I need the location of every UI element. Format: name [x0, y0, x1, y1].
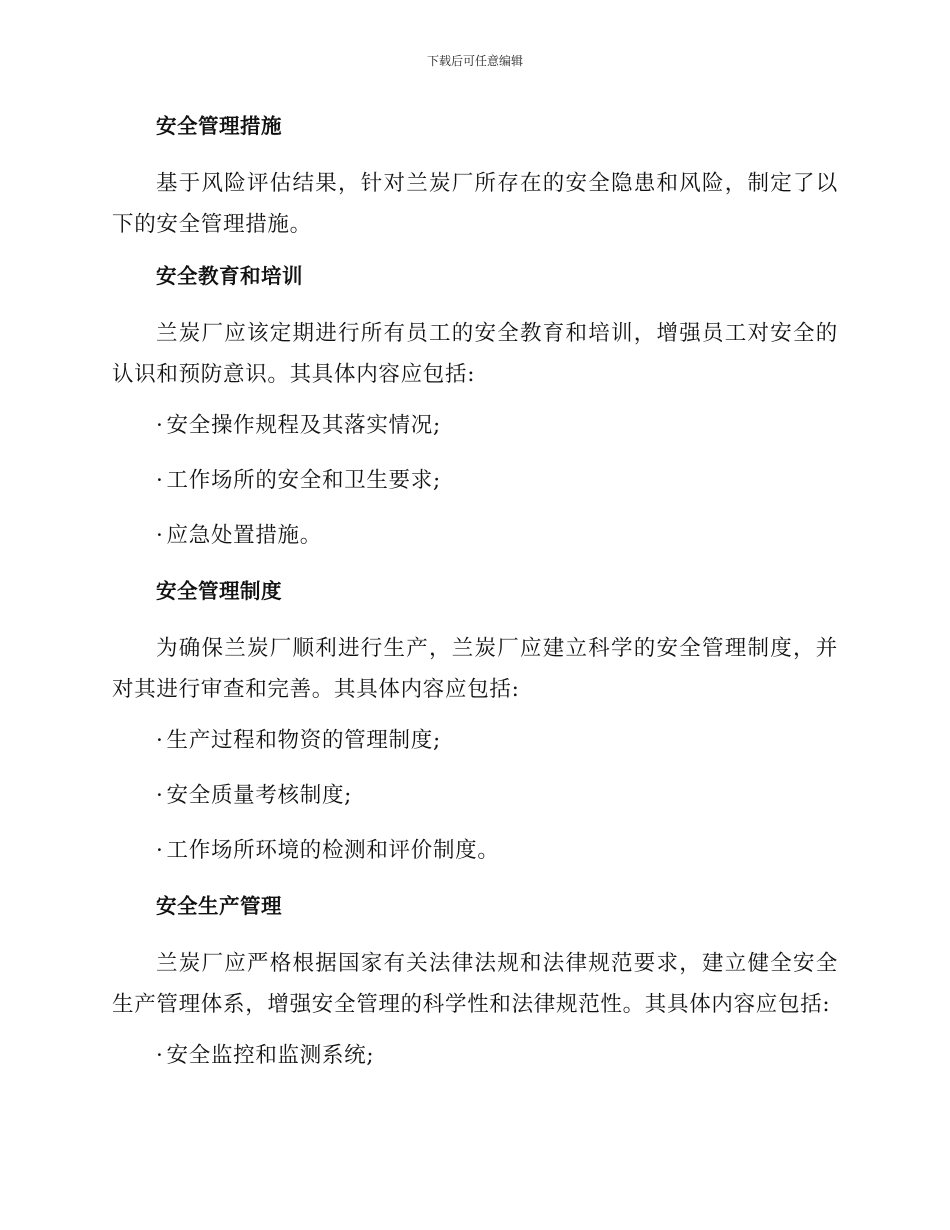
- list-item: [112, 408, 838, 444]
- page-header: 下载后可任意编辑: [426, 54, 523, 68]
- list-item-text: 工作场所环境的检测和评价制度。: [166, 838, 500, 863]
- body-paragraph: 为确保兰炭厂顺利进行生产，兰炭厂应建立科学的安全管理制度，并对其进行审查和完善。其具体内容应包括:: [112, 636, 838, 702]
- bullet-marker: ·: [156, 1043, 164, 1068]
- bullet-marker: ·: [156, 468, 164, 493]
- bullet-marker: ·: [156, 413, 164, 438]
- bullet-marker: ·: [156, 783, 164, 808]
- list-item-text: 安全监控和监测系统;: [166, 1043, 375, 1068]
- list-item: [112, 723, 838, 759]
- list-item: [112, 833, 838, 869]
- bullet-marker: ·: [156, 728, 164, 753]
- list-item-text: 工作场所的安全和卫生要求;: [166, 468, 441, 493]
- list-item-text: 生产过程和物资的管理制度;: [166, 728, 441, 753]
- list-item-text: 安全质量考核制度;: [166, 783, 353, 808]
- body-paragraph: 基于风险评估结果，针对兰炭厂所存在的安全隐患和风险，制定了以下的安全管理措施。: [112, 171, 838, 237]
- list-item: [112, 463, 838, 499]
- list-item-text: 应急处置措施。: [166, 523, 322, 548]
- list-item: [112, 518, 838, 554]
- section-heading: 安全生产管理: [156, 894, 282, 918]
- list-item-text: 安全操作规程及其落实情况;: [166, 413, 441, 438]
- body-paragraph: 兰炭厂应严格根据国家有关法律法规和法律规范要求，建立健全安全生产管理体系，增强安全管理的科学性和法律规范性。其具体内容应包括:: [112, 951, 838, 1017]
- section-heading: 安全管理措施: [156, 114, 282, 138]
- body-paragraph: 兰炭厂应该定期进行所有员工的安全教育和培训，增强员工对安全的认识和预防意识。其具体内容应包括:: [112, 321, 838, 387]
- bullet-marker: ·: [156, 838, 164, 863]
- document-body: [112, 108, 838, 1093]
- list-item: [112, 778, 838, 814]
- section-heading: 安全管理制度: [156, 579, 282, 603]
- list-item: [112, 1038, 838, 1074]
- bullet-marker: ·: [156, 523, 164, 548]
- section-heading: 安全教育和培训: [156, 264, 303, 288]
